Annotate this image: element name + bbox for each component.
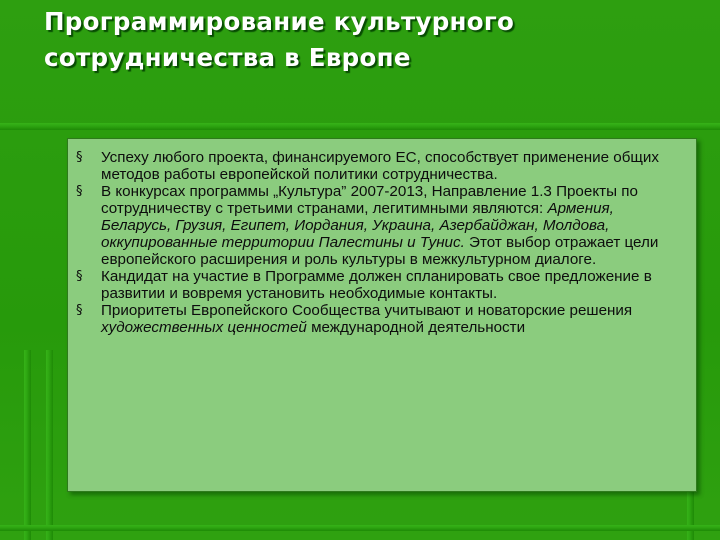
title-line-1: Программирование культурного xyxy=(44,7,515,36)
decorative-horizontal-bar xyxy=(0,123,720,130)
bullet-marker-icon: § xyxy=(76,150,83,165)
bullet-text-continued: международной деятельности xyxy=(306,319,526,336)
decorative-horizontal-bar xyxy=(0,525,720,531)
bullet-marker-icon: § xyxy=(76,184,83,199)
bullet-text: Приоритеты Европейского Сообщества учитывают и новаторские решения xyxy=(101,302,633,319)
bullet-text: В конкурсах программы „Культура” 2007-2013, Направление 1.3 Проекты по сотрудничеству с третьими странами, легитимными являются: xyxy=(101,183,638,217)
bullet-item xyxy=(68,268,696,302)
title-line-2: сотрудничества в Европе xyxy=(44,43,411,72)
decorative-vertical-bar xyxy=(24,350,31,540)
content-panel xyxy=(67,138,697,492)
bullet-item xyxy=(68,302,696,336)
bullet-item xyxy=(68,183,696,268)
bullet-italic-text: художественных ценностей xyxy=(101,319,307,336)
bullet-marker-icon: § xyxy=(76,303,83,318)
bullet-text: Кандидат на участие в Программе должен спланировать свое предложение в развитии и вовремя установить необходимые контакты. xyxy=(101,268,652,302)
bullet-marker-icon: § xyxy=(76,269,83,284)
decorative-vertical-bar xyxy=(46,350,53,540)
bullet-list xyxy=(68,139,696,336)
bullet-text: Успеху любого проекта, финансируемого ЕС, способствует применение общих методов работы европейской политики сотрудничества. xyxy=(101,149,659,183)
bullet-text-continued: Этот выбор отражает цели европейского расширения и роль культуры в межкультурном диалоге. xyxy=(101,234,659,268)
slide-title xyxy=(44,4,694,76)
bullet-item xyxy=(68,149,696,183)
bullet-italic-countries: Армения, Беларусь, Грузия, Египет, Иордания, Украина, Азербайджан, Молдова, оккупированные территории Палестины и Тунис. xyxy=(101,200,614,251)
